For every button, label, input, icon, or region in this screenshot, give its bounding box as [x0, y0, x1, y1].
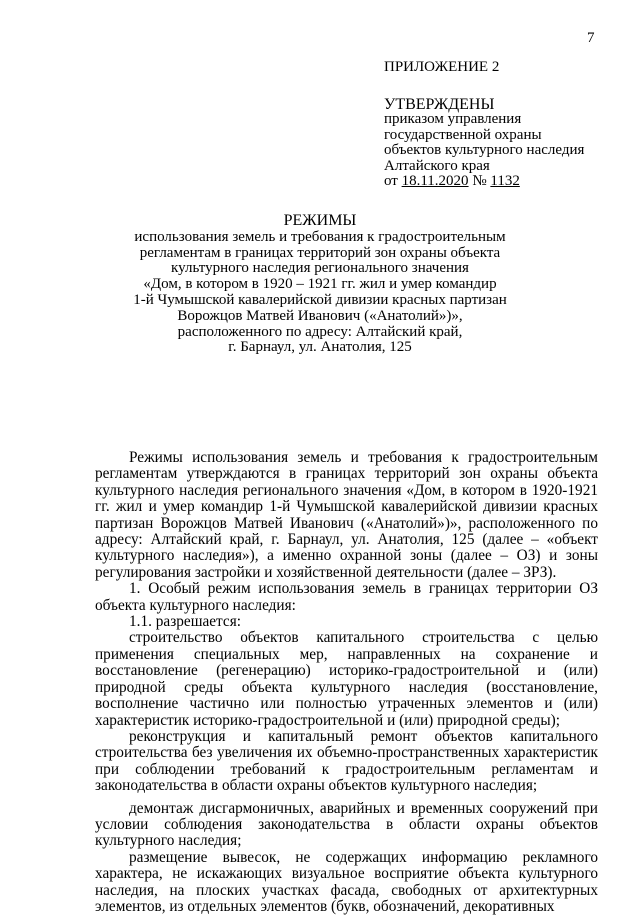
page-number: 7 — [587, 30, 595, 46]
approval-line: государственной охраны — [384, 126, 542, 143]
title-line: Ворожцов Матвей Иванович («Анатолий»)», — [177, 307, 463, 324]
approval-line: приказом управления — [384, 111, 522, 127]
approval-block — [384, 60, 584, 190]
order-date: 18.11.2020 — [401, 173, 469, 189]
intro-paragraph: Режимы использования земель и требования к градостроительным регламентам утверждаются в границах территорий зон охраны объекта культурного наследия регионального значения «Дом, в котором в 1920-1921 гг. жил и умер командир 1-й Чумышской кавалерийской дивизии красных партизан Ворожцов Матвей Иванович («Анатолий»)», расположенного по адресу: Алтайский край, г. Барнаул, ул. Анатолия, 125 (далее – «объект культурного наследия»), а именно охранной зоны (далее – ОЗ) и зоны регулирования застройки и хозяйственной деятельности (далее – ЗРЗ). — [95, 449, 598, 581]
title-block — [100, 213, 540, 356]
title-line: расположенного по адресу: Алтайский край, — [177, 323, 463, 340]
title-line: культурного наследия регионального значения — [171, 260, 469, 277]
list-item-paragraph: реконструкция и капитальный ремонт объектов капитального строительства без увеличения их объемно-пространственных характеристик при соблюдении требований к градостроительным регламентам и законодательства в области охраны объектов культурного наследия; — [95, 727, 598, 795]
title-line: «Дом, в котором в 1920 – 1921 гг. жил и умер командир — [143, 276, 497, 293]
title-line: г. Барнаул, ул. Анатолия, 125 — [228, 339, 412, 356]
section-1-1-paragraph: 1.1. разрешается: — [129, 613, 241, 631]
date-prefix: от — [384, 173, 402, 189]
list-item-paragraph: размещение вывесок, не содержащих информацию рекламного характера, не искажающих визуальное восприятие объекта культурного наследия, на плоских участках фасада, свободных от архитектурных элементов, из отдельных элементов (букв, обозначений, декоративных — [95, 848, 598, 915]
title-line: 1-й Чумышской кавалерийской дивизии красных партизан — [133, 291, 507, 308]
approval-line: объектов культурного наследия — [384, 142, 585, 158]
order-number: 1132 — [490, 173, 520, 189]
list-item-paragraph: демонтаж дисгармоничных, аварийных и временных сооружений при условии соблюдения законодательства в области охраны объектов культурного наследия; — [95, 799, 598, 850]
appendix-label: ПРИЛОЖЕНИЕ 2 — [384, 59, 500, 75]
document-title: РЕЖИМЫ — [283, 212, 357, 229]
title-line: использования земель и требования к градостроительным — [134, 228, 506, 245]
approval-date-line — [384, 174, 584, 190]
list-item-paragraph: строительство объектов капитального строительства с целью применения специальных мер, направленных на сохранение и восстановление (регенерацию) историко-градостроительной и (или) природной среды объекта культурного наследия (восстановление, восполнение частично или полностью утраченных элементов и (или) характеристик историко-градостроительной и (или) природной среды); — [95, 629, 598, 729]
approved-heading: УТВЕРЖДЕНЫ — [384, 95, 495, 113]
section-1-paragraph: 1. Особый режим использования земель в границах территории ОЗ объекта культурного наследия: — [95, 580, 598, 614]
body-text — [95, 450, 598, 915]
number-sign: № — [468, 173, 491, 189]
approval-line: Алтайского края — [384, 157, 490, 174]
title-line: регламентам в границах территорий зон охраны объекта — [139, 244, 501, 261]
